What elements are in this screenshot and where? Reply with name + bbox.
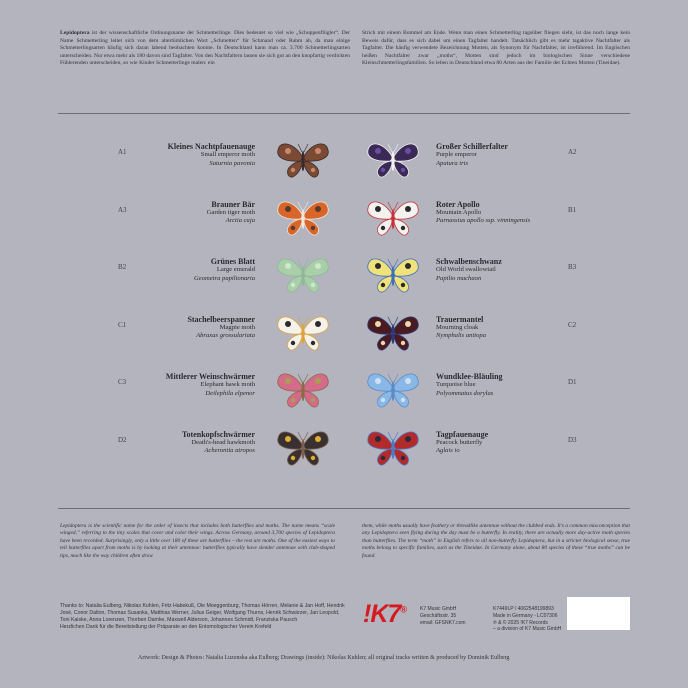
specimen-wings (276, 313, 330, 353)
latin-name: Acherontia atropos (204, 447, 255, 455)
intro-lead-word: Lepidoptera (60, 30, 90, 36)
k7-logo-text: !K7 (363, 600, 401, 628)
specimen-wings (276, 255, 330, 295)
k7-logo-mark: ® (400, 604, 406, 615)
specimen-image-left (276, 313, 330, 353)
specimen-wings (366, 140, 420, 180)
specimen-names-right (436, 258, 502, 283)
specimen-image-left (276, 198, 330, 238)
specimen-code: D3 (568, 435, 577, 444)
specimen-row (58, 255, 630, 313)
specimen-code: C3 (118, 378, 127, 386)
specimen-row (58, 428, 630, 486)
artwork-credits: Artwork: Design & Photos: Natalia Luzenska aka Eulberg; Drawings (inside): Nikolas Kuhlen; all original tracks written & produced by Dominik Eulberg (138, 655, 510, 661)
latin-name: Arctia caja (225, 217, 255, 225)
specimen-wings (366, 313, 420, 353)
specimen-code: B1 (568, 205, 577, 214)
specimen-code: A2 (568, 148, 577, 156)
german-name: Brauner Bär (211, 199, 255, 209)
german-name: Wundklee-Bläuling (436, 372, 503, 381)
intro-left-text: ist der wissenschaftliche Ordnungsname der Schmetterlinge. Dies bedeutet so viel wie „Schuppenflügler“. Der Name Schmetterling leitet sich von dem altertümlichen Wort „Schmetten“ für Schmand oder Rahm ab, da man einige Schmetterlingsarten häufig sich daran labend beobachten konnte. In Deutschland kann man ca. 3.700 Schmetterlingsarten unterscheiden. Nur etwa mehr als 180 davon sind Tagfalter. Von den Nachtfaltern lassen sie sich gut an den knopfartig verdickten Fühlerenden unterscheiden, so wie Kinder Schmetterlinge malen: ein (60, 30, 350, 67)
specimen-wings (366, 370, 420, 410)
specimen-code: B3 (568, 263, 577, 271)
specimen-names-left (166, 373, 255, 398)
specimen-image-right (366, 255, 420, 295)
specimen-image-left (276, 370, 330, 410)
specimen-code: C2 (568, 320, 577, 329)
specimen-image-right (366, 198, 420, 238)
english-name: Peacock butterfly (436, 438, 483, 446)
specimen-names-left (194, 258, 255, 283)
specimen-names-left (207, 201, 255, 226)
specimen-names-right (436, 431, 488, 456)
german-name: Großer Schillerfalter (436, 142, 508, 151)
latin-name: Aglais io (436, 447, 460, 455)
specimen-names-right (436, 201, 530, 226)
label-address: K7 Music GmbH Geschäftsstr. 35 email: GFSNK7.com (420, 606, 466, 626)
specimen-image-right (366, 428, 420, 468)
specimen-names-right (436, 373, 503, 398)
specimen-code: B2 (118, 263, 127, 271)
specimen-wings (276, 428, 330, 468)
latin-name: Apatura iris (436, 159, 469, 167)
english-name: Garden tiger moth (206, 208, 255, 216)
english-name: Small emperor moth (200, 151, 255, 159)
barcode-area (567, 597, 630, 630)
k7-logo (363, 600, 406, 629)
german-name: Trauermantel (436, 314, 484, 324)
latin-name: Parnassius apollo ssp. vinningensis (436, 217, 531, 225)
specimen-row (58, 198, 630, 256)
specimen-code: A3 (118, 205, 127, 214)
english-name: Magpie moth (219, 323, 255, 331)
specimen-wings (276, 370, 330, 410)
specimen-code: C1 (118, 320, 127, 329)
specimen-row (58, 313, 630, 371)
specimen-names-left (182, 431, 255, 456)
specimen-wings (366, 255, 420, 295)
specimen-wings (276, 140, 330, 180)
german-name: Kleines Nachtpfauenauge (167, 142, 255, 151)
english-name: Purple emperor (436, 151, 477, 159)
specimen-names-right (436, 143, 508, 168)
english-name: Large emerald (216, 266, 255, 274)
bottom-divider (58, 508, 630, 509)
specimen-image-right (366, 140, 420, 180)
specimen-names-left (187, 316, 255, 341)
specimen-image-right (366, 370, 420, 410)
german-name: Stachelbeerspanner (187, 314, 255, 324)
outro-english-right: them, while moths usually have feathery or threadlike antennae without the clubbed ends. It’s a common misconception that any Lepidoptera seen flying during the day must be a butterfly. In reality, there are actually more day-active moth species than butterflies. The term “moth” in English refers to all non-butterfly Lepidoptera, but in a stricter biological sense, true moths belong to specific families, such as the Tineidae. In Germany alone, about 80 species of these “true moths” can be found. (362, 523, 630, 559)
english-name: Mountain Apollo (436, 208, 482, 216)
specimen-wings (366, 428, 420, 468)
german-name: Totenkopfschwärmer (181, 429, 255, 439)
outro-english-left: Lepidoptera is the scientific name for the order of insects that includes both butterflies and moths. The name means “scale winged,” referring to the tiny scales that cover and color their wings. Across Germany, around 3,700 species of Lepidoptera have been recorded. Surprisingly, only a little over 180 of these are butterflies – the rest are moths. One of the easiest ways to tell butterflies apart from moths is by looking at their antennae: butterflies typically have slender antennae with club-shaped tips, much like the way children often draw (60, 523, 335, 559)
specimen-code: D2 (118, 435, 127, 444)
latin-name: Deilephila elpenor (205, 389, 255, 397)
specimen-wings (366, 198, 420, 238)
english-name: Elephant hawk moth (200, 381, 255, 389)
specimen-names-left (168, 143, 255, 168)
german-name: Grünes Blatt (210, 257, 255, 266)
specimen-image-left (276, 140, 330, 180)
specimen-image-left (276, 255, 330, 295)
specimen-image-left (276, 428, 330, 468)
latin-name: Nymphalis antiopa (436, 332, 487, 340)
german-name: Mittlerer Weinschwärmer (165, 372, 255, 381)
latin-name: Abraxas grossulariata (196, 332, 255, 340)
german-name: Schwalbenschwanz (436, 257, 502, 266)
latin-name: Polyommatus dorylas (436, 389, 494, 397)
latin-name: Papilio machaon (436, 274, 482, 282)
specimen-code: A1 (118, 148, 127, 156)
thanks-credits: Thanks to: Natalia Eulberg, Nikolas Kuhlen, Fritz Habekuß, Ole Moeggenburg, Thomas Hörren, Melanie & Jan Hoff, Hendrik José, Conor Dalton, Thomas Susanka, Matthias Werner, Julius Geiger, Wolfgang Thurns, Henrik Schwärzer, Jan Leopold, Toni Kaiske, Anna Lorenzen, Thorben Damke, Maxwell Alderson, Johannes Schmidt, Franziska Pausch Herzlichen Dank für die Bereitstellung der Präparate an den Entomologischer Verein Krefeld (60, 603, 345, 630)
specimen-image-right (366, 313, 420, 353)
specimen-names-right (436, 316, 486, 341)
english-name: Turquoise blue (436, 381, 476, 389)
catalog-info: K7449LP / 4062548199893 Made in Germany - LC07306 ℗ & © 2025 !K7 Records – a division of K7 Music GmbH (493, 606, 562, 633)
specimen-code: D1 (568, 378, 577, 386)
intro-german-right: Strich mit einem Bommel am Ende. Wenn man einen Schmetterling tagsüber fliegen sieht, ist das noch lange kein Beweis dafür, dass es sich dabei um einen Tagfalter handelt. Tatsächlich gibt es mehr tagaktive Nachtfalter als Tagfalter. Die häufig verwendete Bezeichnung Motten, als Synonym für Nachtfalter, ist irreführend. Im Englischen heißen Nachtfalter zwar „moths“, Motten sind jedoch im biologischen Sinne verschiedene Kleinschmetterlingsfamilien. So leben in Deutschland etwa 80 Arten aus der Familie der Echten Motten (Tineidae). (362, 30, 630, 67)
english-name: Death's-head hawkmoth (191, 438, 255, 446)
specimen-row (58, 140, 630, 198)
latin-name: Saturnia pavonia (209, 159, 255, 167)
top-divider (58, 113, 630, 114)
german-name: Tagpfauenauge (436, 429, 489, 439)
german-name: Roter Apollo (436, 199, 480, 209)
specimen-row (58, 370, 630, 428)
specimen-wings (276, 198, 330, 238)
intro-german-left (60, 30, 350, 68)
english-name: Mourning cloak (436, 323, 479, 331)
english-name: Old World swallowtail (436, 266, 496, 274)
latin-name: Geometra papilionaria (194, 274, 255, 282)
